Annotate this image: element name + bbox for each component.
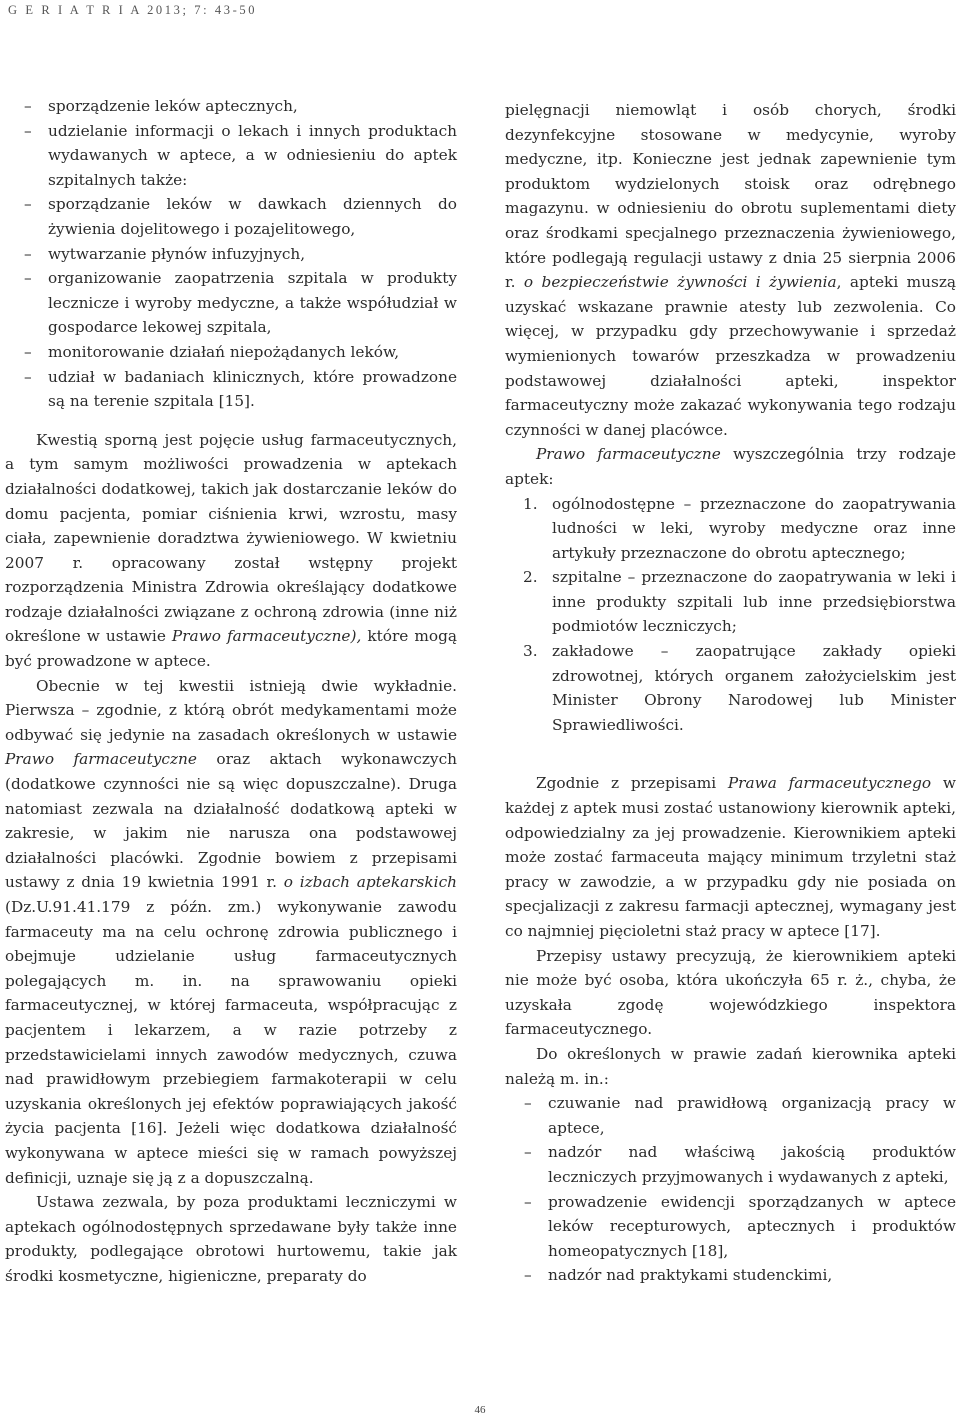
list-item: – prowadzenie ewidencji sporządzanych w aptece leków recepturowych, aptecznych i produktów homeopatycznych [18], xyxy=(505,1190,956,1264)
dash-bullet: – xyxy=(524,1094,532,1113)
page-number: 46 xyxy=(474,1404,486,1416)
dash-bullet: – xyxy=(24,269,32,288)
list-item: – czuwanie nad prawidłową organizacją pracy w aptece, xyxy=(505,1091,956,1140)
paragraph-manager: Zgodnie z przepisami Prawa farmaceutycznego w każdej z aptek musi zostać ustanowiony kierownik apteki, odpowiedzialny za jej prowadzenie. Kierownikiem apteki może zostać farmaceuta mający minimum trzyletni staż pracy w zawodzie, a w przypadku gdy nie posiada on specjalizacji z zakresu farmacji aptecznej, wymagany jest co najmniej pięcioletni staż pracy w aptece [17]. xyxy=(505,774,956,940)
paragraph-products: Ustawa zezwala, by poza produktami leczniczymi w aptekach ogólnodostępnych sprzedawane były także inne produkty, podlegające obrotowi hurtowemu, takie jak środki kosmetyczne, higieniczne, preparaty do xyxy=(5,1193,457,1285)
dash-bullet: – xyxy=(24,195,32,214)
paragraph-duties-intro: Do określonych w prawie zadań kierownika apteki należą m. in.: xyxy=(505,1044,956,1088)
running-head: G E R I A T R I A 2013; 7: 43-50 xyxy=(8,3,258,17)
pharmacy-types-list xyxy=(505,492,956,738)
paragraph-age-limit: Przepisy ustawy precyzują, że kierownikiem apteki nie może być osoba, która ukończyła 65 r. ż., chyba, że uzyskała zgodę wojewódzkiego inspektora farmaceutycznego. xyxy=(505,946,956,1039)
dash-bullet: – xyxy=(24,367,32,386)
dash-bullet: – xyxy=(24,121,32,140)
list-item: – udzielanie informacji o lekach i innych produktach wydawanych w aptece, a w odniesieniu do aptek szpitalnych także: xyxy=(5,119,457,193)
paragraph-services: Kwestią sporną jest pojęcie usług farmaceutycznych, a tym samym możliwości prowadzenia w aptekach działalności dodatkowej, takich jak dostarczanie leków do domu pacjenta, pomiar ciśnienia krwi, wzrostu, masy ciała, zapewnienie doradztwa żywieniowego. W kwietniu 2007 r. opracowany został wstępny projekt rozporządzenia Ministra Zdrowia określający dodatkowe rodzaje działalności związane z ochroną zdrowia (inne niż określone w ustawie Prawo farmaceutyczne), które mogą być prowadzone w aptece. xyxy=(5,430,457,671)
dash-bullet: – xyxy=(24,244,32,263)
list-item: – sporządzanie leków w dawkach dziennych do żywienia dojelitowego i pozajelitowego, xyxy=(5,192,457,241)
dash-bullet: – xyxy=(24,342,32,361)
left-column xyxy=(5,94,457,1289)
list-item: 2. szpitalne – przeznaczone do zaopatrywania w leki i inne produkty szpitali lub inne przedsiębiorstwa podmiotów leczniczych; xyxy=(523,568,956,636)
paragraph-interpretations: Obecnie w tej kwestii istnieją dwie wykładnie. Pierwsza – zgodnie, z którą obrót medykamentami może odbywać się jedynie na zasadach określonych w ustawie Prawo farmaceutyczne oraz aktach wykonawczych (dodatkowe czynności nie są więc dopuszczalne). Druga natomiast zezwala na działalność dodatkową apteki w zakresie, w jakim nie narusza ona podstawowej działalności placówki. Zgodnie bowiem z przepisami ustawy z dnia 19 kwietnia 1991 r. o izbach aptekarskich (Dz.U.91.41.179 z późn. zm.) wykonywanie zawodu farmaceuty ma na celu ochronę zdrowia publicznego i obejmuje udzielanie usług farmaceutycznych polegających m. in. na sprawowaniu opieki farmaceutycznej, w której farmaceuta, współpracując z pacjentem i lekarzem, a w razie potrzeby z przedstawicielami innych zawodów medycznych, czuwa nad prawidłowym przebiegiem farmakoterapii w celu uzyskania określonych jej efektów poprawiających jakość życia pacjenta [16]. Jeżeli więc dodatkowa działalność wykonywana w aptece mieści się w ramach powyższej definicji, uznaje się ją z a dopuszczalną. xyxy=(5,676,457,1187)
dash-bullet: – xyxy=(24,97,32,115)
dash-bullet: – xyxy=(524,1192,532,1211)
list-item: – udział w badaniach klinicznych, które prowadzone są na terenie szpitala [15]. xyxy=(5,365,457,414)
list-item: – organizowanie zaopatrzenia szpitala w produkty lecznicze i wyroby medyczne, a także współudział w gospodarce lekowej szpitala, xyxy=(5,266,457,340)
list-item: 1. ogólnodostępne – przeznaczone do zaopatrywania ludności w leki, wyroby medyczne oraz inne artykuły przeznaczone do obrotu aptecznego; xyxy=(523,494,956,562)
list-item: – wytwarzanie płynów infuzyjnych, xyxy=(5,242,457,267)
right-column xyxy=(505,98,956,1288)
list-item: – monitorowanie działań niepożądanych leków, xyxy=(5,340,457,365)
list-item: – nadzór nad właściwą jakością produktów leczniczych przyjmowanych i wydawanych z apteki, xyxy=(505,1140,956,1189)
paragraph-pharmacy-types: Prawo farmaceutyczne wyszczególnia trzy rodzaje aptek: xyxy=(505,445,957,488)
list-item: 3. zakładowe – zaopatrujące zakłady opieki zdrowotnej, których organem założycielskim jest Minister Obrony Narodowej lub Minister Sprawiedliwości. xyxy=(523,642,956,734)
right-dash-list xyxy=(505,1091,956,1288)
list-item: – nadzór nad praktykami studenckimi, xyxy=(505,1263,956,1288)
dash-bullet: – xyxy=(524,1266,532,1285)
left-dash-list xyxy=(5,94,457,414)
paragraph-continuation: pielęgnacji niemowląt i osób chorych, środki dezynfekcyjne stosowane w medycynie, wyroby medyczne, itp. Konieczne jest jednak zapewnienie tym produktom wydzielonych stoisk oraz odrębnego magazynu. w odniesieniu do obrotu suplementami diety oraz środkami specjalnego przeznaczenia żywieniowego, które podlegają regulacji ustawy z dnia 25 sierpnia 2006 r. o bezpieczeństwie żywności i żywienia, apteki muszą uzyskać wskazane prawnie atesty lub zezwolenia. Co więcej, w przypadku gdy przechowywanie i sprzedaż wymienionych towarów przeszkadza w prowadzeniu podstawowej działalności apteki, inspektor farmaceutyczny może zakazać wykonywania tego rodzaju czynności w danej placówce. xyxy=(505,101,957,439)
list-item: – sporządzenie leków aptecznych, xyxy=(5,94,457,119)
dash-bullet: – xyxy=(524,1143,532,1162)
